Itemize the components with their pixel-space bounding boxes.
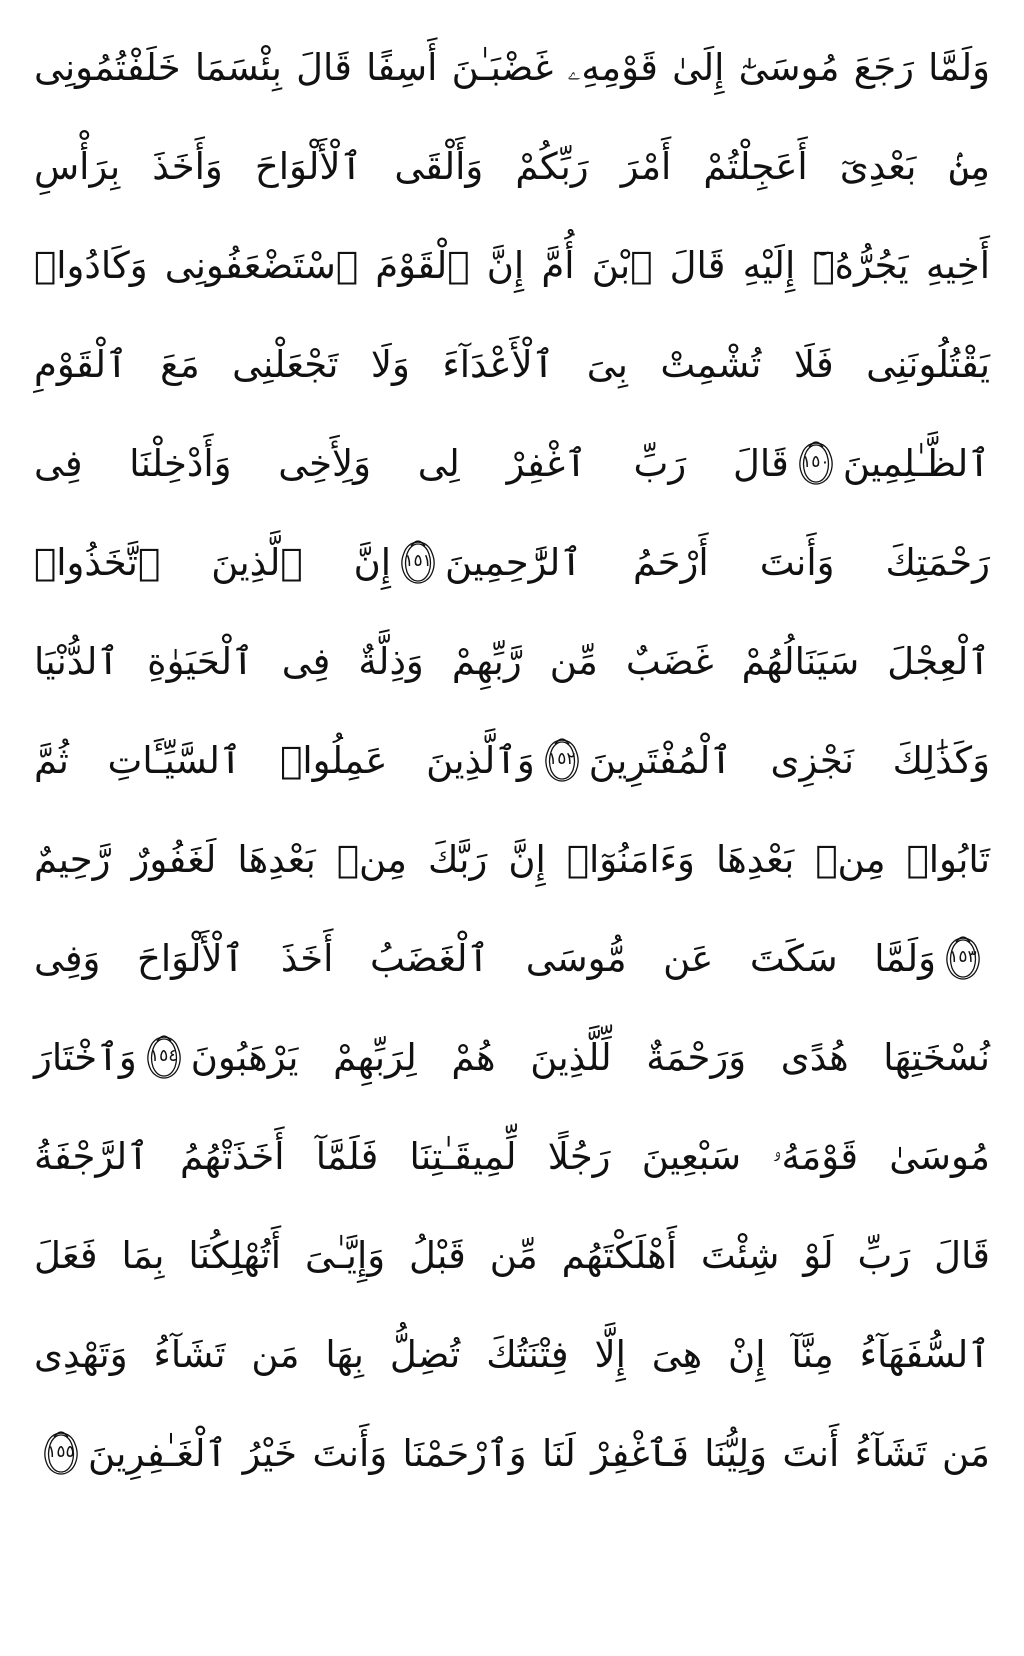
quran-line-text: تَابُوا۟ مِنۢ بَعْدِهَا وَءَامَنُوٓا۟ إِنَّ رَبَّكَ مِنۢ بَعْدِهَا لَغَفُورٌ رَّحِيمٌ [34, 838, 990, 881]
quran-line-text-after: قَالَ رَبِّ ٱغْفِرْ لِى وَلِأَخِى وَأَدْخِلْنَا فِى [34, 442, 789, 485]
quran-line-text: مَن تَشَآءُ أَنتَ وَلِيُّنَا فَٱغْفِرْ لَنَا وَٱرْحَمْنَا وَأَنتَ خَيْرُ ٱلْغَـٰفِرِينَ [88, 1432, 990, 1475]
ayah-marker [395, 539, 441, 585]
ayah-number: ١٥٥ [47, 1442, 75, 1462]
ayah-number: ١٥١ [404, 551, 432, 571]
quran-line [34, 711, 990, 810]
ayah-marker [793, 440, 839, 486]
quran-line [34, 1008, 990, 1107]
quran-line-text-after: إِنَّ ٱلَّذِينَ ٱتَّخَذُوا۟ [34, 541, 392, 584]
quran-text-block [34, 18, 990, 1638]
quran-line [34, 1305, 990, 1404]
ayah-number: ١٥٣ [949, 947, 977, 967]
quran-line-text: ٱلسُّفَهَآءُ مِنَّآ إِنْ هِىَ إِلَّا فِتْنَتُكَ تُضِلُّ بِهَا مَن تَشَآءُ وَتَهْدِى [34, 1333, 990, 1376]
ayah-marker [539, 737, 585, 783]
quran-line-text: رَحْمَتِكَ وَأَنتَ أَرْحَمُ ٱلرَّٰحِمِينَ [445, 541, 990, 584]
quran-line-text: يَقْتُلُونَنِى فَلَا تُشْمِتْ بِىَ ٱلْأَعْدَآءَ وَلَا تَجْعَلْنِى مَعَ ٱلْقَوْمِ [34, 343, 990, 386]
ayah-marker [38, 1430, 84, 1476]
quran-line-text: وَكَذَٰلِكَ نَجْزِى ٱلْمُفْتَرِينَ [588, 739, 991, 782]
quran-line [34, 909, 990, 1008]
quran-line-text: ٱلظَّـٰلِمِينَ [842, 442, 990, 485]
quran-line [34, 1107, 990, 1206]
quran-line [34, 513, 990, 612]
quran-line-text: أَخِيهِ يَجُرُّهُۥٓ إِلَيْهِ قَالَ ٱبْنَ أُمَّ إِنَّ ٱلْقَوْمَ ٱسْتَضْعَفُونِى وَكَادُوا۟ [34, 244, 990, 287]
quran-line [34, 1404, 990, 1503]
quran-line [34, 216, 990, 315]
quran-line-text: مُوسَىٰ قَوْمَهُۥ سَبْعِينَ رَجُلًا لِّمِيقَـٰتِنَا فَلَمَّآ أَخَذَتْهُمُ ٱلرَّجْفَةُ [34, 1135, 990, 1178]
quran-line [34, 18, 990, 117]
ayah-number: ١٥٤ [150, 1046, 178, 1066]
quran-line [34, 612, 990, 711]
ayah-number: ١٥٢ [548, 749, 576, 769]
quran-line [34, 414, 990, 513]
quran-line-text-after: وَٱلَّذِينَ عَمِلُوا۟ ٱلسَّيِّـَٔاتِ ثُمَّ [34, 739, 535, 782]
quran-line [34, 315, 990, 414]
quran-line-text: مِنۢ بَعْدِىٓ أَعَجِلْتُمْ أَمْرَ رَبِّكُمْ وَأَلْقَى ٱلْأَلْوَاحَ وَأَخَذَ بِرَأْسِ [34, 145, 990, 188]
quran-line-text-after: وَٱخْتَارَ [34, 1036, 137, 1079]
quran-line-text: ٱلْعِجْلَ سَيَنَالُهُمْ غَضَبٌ مِّن رَّبِّهِمْ وَذِلَّةٌ فِى ٱلْحَيَوٰةِ ٱلدُّنْيَا [34, 640, 990, 683]
quran-line [34, 810, 990, 909]
quran-line-text: نُسْخَتِهَا هُدًى وَرَحْمَةٌ لِّلَّذِينَ هُمْ لِرَبِّهِمْ يَرْهَبُونَ [190, 1036, 990, 1079]
quran-line-text-after: وَلَمَّا سَكَتَ عَن مُّوسَى ٱلْغَضَبُ أَخَذَ ٱلْأَلْوَاحَ وَفِى [34, 937, 936, 980]
ayah-marker [940, 935, 986, 981]
quran-line-text: وَلَمَّا رَجَعَ مُوسَىٰٓ إِلَىٰ قَوْمِهِۦ غَضْبَـٰنَ أَسِفًا قَالَ بِئْسَمَا خَلَفْتُمُونِى [34, 46, 990, 89]
quran-line [34, 117, 990, 216]
ayah-marker [141, 1034, 187, 1080]
ayah-number: ١٥٠ [802, 452, 830, 472]
quran-line-text: قَالَ رَبِّ لَوْ شِئْتَ أَهْلَكْتَهُم مِّن قَبْلُ وَإِيَّـٰىَ أَتُهْلِكُنَا بِمَا فَعَلَ [34, 1234, 990, 1277]
quran-line [34, 1206, 990, 1305]
